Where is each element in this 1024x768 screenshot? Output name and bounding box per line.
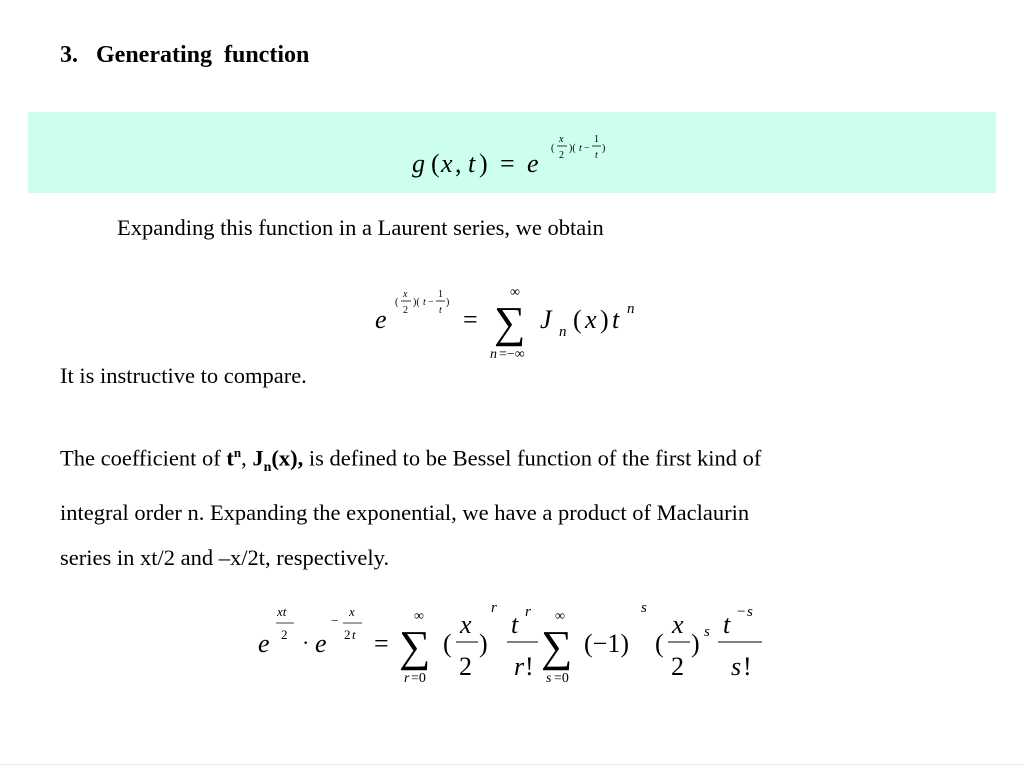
svg-text:1: 1 bbox=[594, 134, 599, 145]
paragraph-line-2: integral order n. Expanding the exponential, we have a product of Maclaurin bbox=[60, 500, 750, 525]
svg-text:(: ( bbox=[551, 143, 555, 154]
svg-text:r: r bbox=[525, 604, 531, 620]
svg-text:(: ( bbox=[655, 629, 664, 658]
svg-text:=0: =0 bbox=[554, 671, 569, 686]
svg-text:n: n bbox=[490, 347, 497, 362]
svg-text:): ) bbox=[479, 149, 488, 178]
svg-text:1: 1 bbox=[438, 289, 443, 300]
svg-text:∑: ∑ bbox=[541, 622, 573, 671]
svg-text:∞: ∞ bbox=[555, 609, 565, 624]
svg-text:): ) bbox=[602, 143, 606, 154]
svg-text:t: t bbox=[352, 627, 356, 642]
svg-text:2: 2 bbox=[281, 627, 288, 642]
svg-text:2: 2 bbox=[403, 305, 408, 316]
coef-J-argument: (x), bbox=[271, 445, 304, 471]
svg-text:s: s bbox=[731, 652, 742, 681]
svg-text:t: t bbox=[423, 297, 426, 308]
coef-rest: is defined to be Bessel function of the first kind of bbox=[303, 445, 762, 471]
svg-text:e: e bbox=[258, 629, 270, 658]
svg-text:e: e bbox=[375, 305, 387, 334]
svg-text:)(: )( bbox=[413, 297, 420, 308]
svg-text:2: 2 bbox=[671, 652, 684, 681]
svg-text:n: n bbox=[559, 324, 567, 340]
svg-text:): ) bbox=[691, 629, 700, 658]
svg-text:∞: ∞ bbox=[414, 609, 424, 624]
svg-text:x: x bbox=[349, 604, 355, 619]
svg-text:t: t bbox=[595, 150, 598, 161]
svg-text:=: = bbox=[500, 149, 515, 178]
svg-text:t: t bbox=[723, 610, 731, 639]
svg-text:!: ! bbox=[743, 652, 752, 681]
svg-text:2: 2 bbox=[459, 652, 472, 681]
coef-J: J bbox=[252, 445, 264, 471]
svg-text:x: x bbox=[441, 149, 453, 178]
svg-text:·: · bbox=[302, 630, 310, 655]
compare-text: It is instructive to compare. bbox=[60, 363, 307, 388]
svg-text:(: ( bbox=[573, 305, 582, 334]
svg-text:s: s bbox=[747, 604, 753, 620]
svg-text:J: J bbox=[540, 305, 552, 334]
svg-text:=−∞: =−∞ bbox=[499, 347, 525, 362]
paragraph-line-3: series in xt/2 and –x/2t, respectively. bbox=[60, 545, 390, 570]
svg-text:x: x bbox=[460, 610, 472, 639]
svg-text:−: − bbox=[584, 143, 590, 154]
svg-text:(: ( bbox=[443, 629, 452, 658]
svg-text:2: 2 bbox=[559, 150, 564, 161]
svg-text:s: s bbox=[546, 671, 552, 686]
svg-text:∞: ∞ bbox=[510, 285, 520, 300]
svg-text:e: e bbox=[527, 149, 539, 178]
svg-text:t: t bbox=[511, 610, 519, 639]
coef-separator: , bbox=[241, 445, 253, 471]
svg-text:r: r bbox=[404, 671, 410, 686]
svg-text:): ) bbox=[479, 629, 488, 658]
svg-text:t: t bbox=[439, 305, 442, 316]
svg-text:r: r bbox=[514, 652, 525, 681]
heading-number: 3. bbox=[60, 42, 78, 68]
svg-text:e: e bbox=[315, 629, 327, 658]
svg-text:): ) bbox=[446, 297, 450, 308]
svg-text:−: − bbox=[331, 613, 339, 628]
svg-text:s: s bbox=[704, 624, 710, 640]
svg-text:)(: )( bbox=[569, 143, 576, 154]
svg-text:): ) bbox=[600, 305, 609, 334]
coef-t: t bbox=[226, 445, 234, 471]
svg-text:x: x bbox=[403, 289, 408, 300]
svg-text:,: , bbox=[455, 149, 462, 178]
coef-t-exponent: n bbox=[233, 445, 242, 460]
svg-text:n: n bbox=[627, 301, 635, 317]
svg-text:(: ( bbox=[395, 297, 399, 308]
svg-text:x: x bbox=[672, 610, 684, 639]
coef-J-subscript: n bbox=[263, 460, 272, 475]
svg-text:∑: ∑ bbox=[399, 622, 431, 671]
coef-prefix: The coefficient of bbox=[60, 445, 227, 471]
svg-text:x: x bbox=[585, 305, 597, 334]
svg-text:t: t bbox=[579, 143, 582, 154]
laurent-intro-text: Expanding this function in a Laurent series, we obtain bbox=[117, 215, 604, 240]
svg-text:s: s bbox=[641, 600, 647, 616]
svg-text:t: t bbox=[612, 305, 620, 334]
svg-text:=: = bbox=[463, 305, 478, 334]
svg-text:x: x bbox=[559, 134, 564, 145]
svg-text:∑: ∑ bbox=[494, 298, 526, 347]
svg-text:t: t bbox=[468, 149, 476, 178]
svg-text:2: 2 bbox=[344, 627, 351, 642]
svg-text:=: = bbox=[374, 629, 389, 658]
svg-text:−: − bbox=[737, 604, 746, 620]
svg-text:!: ! bbox=[525, 652, 534, 681]
svg-text:xt: xt bbox=[277, 604, 287, 619]
svg-text:g: g bbox=[412, 149, 425, 178]
svg-text:(: ( bbox=[431, 149, 440, 178]
heading-title: Generating function bbox=[96, 42, 310, 68]
svg-text:−: − bbox=[428, 297, 434, 308]
svg-text:r: r bbox=[491, 600, 497, 616]
svg-text:(−1): (−1) bbox=[584, 629, 629, 658]
slide-bottom-rule bbox=[0, 764, 1024, 765]
svg-text:=0: =0 bbox=[411, 671, 426, 686]
